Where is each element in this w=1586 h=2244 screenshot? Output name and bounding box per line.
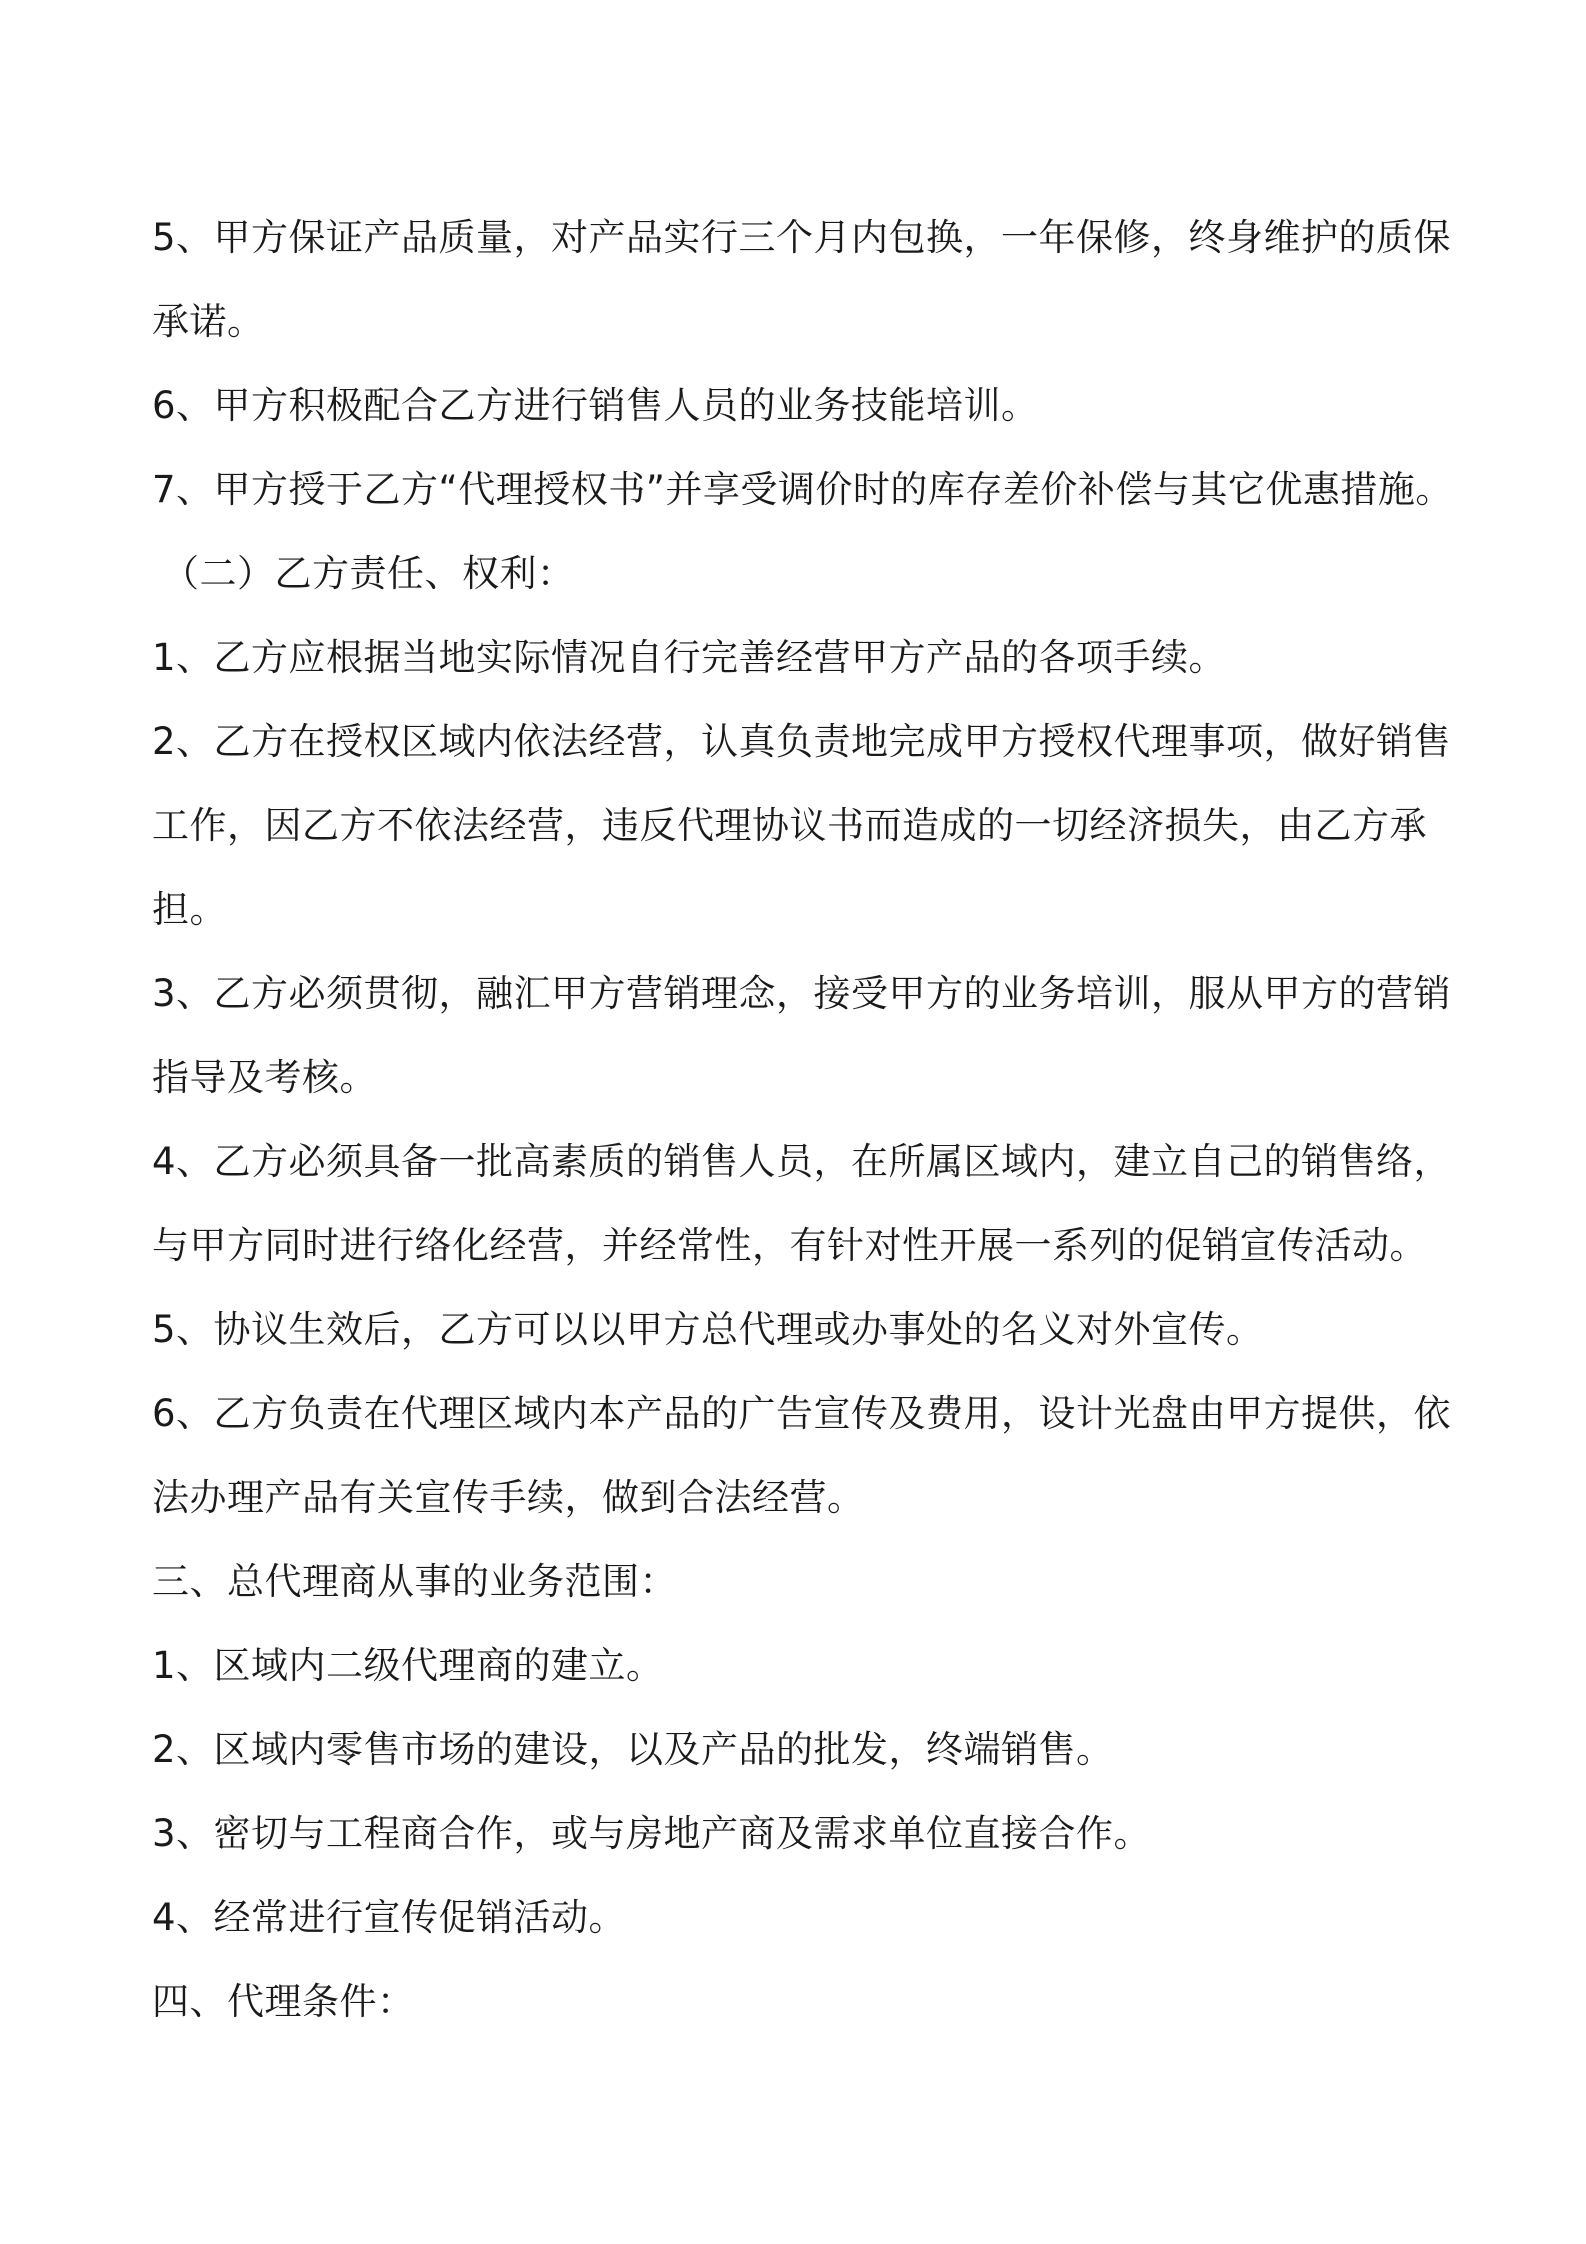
scope-item-4: 4、经常进行宣传促销活动。 [152,1896,627,1939]
party-b-clause-6-line-2: 法办理产品有关宣传手续，做到合法经营。 [152,1476,865,1519]
scope-item-2: 2、区域内零售市场的建设，以及产品的批发，终端销售。 [152,1728,1114,1771]
party-b-clause-2-line-1: 2、乙方在授权区域内依法经营，认真负责地完成甲方授权代理事项，做好销售 [152,720,1452,763]
party-b-clause-1: 1、乙方应根据当地实际情况自行完善经营甲方产品的各项手续。 [152,636,1227,679]
party-b-clause-4-line-1: 4、乙方必须具备一批高素质的销售人员，在所属区域内，建立自己的销售络， [152,1140,1452,1183]
clause-5-line-1: 5、甲方保证产品质量，对产品实行三个月内包换，一年保修，终身维护的质保 [152,216,1452,259]
party-b-clause-4-line-2: 与甲方同时进行络化经营，并经常性，有针对性开展一系列的促销宣传活动。 [152,1224,1427,1267]
party-b-clause-5: 5、协议生效后，乙方可以以甲方总代理或办事处的名义对外宣传。 [152,1308,1264,1351]
scope-item-3: 3、密切与工程商合作，或与房地产商及需求单位直接合作。 [152,1812,1152,1855]
section-heading-business-scope: 三、总代理商从事的业务范围： [152,1560,677,1603]
party-b-clause-3-line-2: 指导及考核。 [152,1056,377,1099]
scope-item-1: 1、区域内二级代理商的建立。 [152,1644,664,1687]
party-b-clause-6-line-1: 6、乙方负责在代理区域内本产品的广告宣传及费用，设计光盘由甲方提供，依 [152,1392,1452,1435]
clause-5-line-2: 承诺。 [152,300,265,343]
section-heading-party-b: （二）乙方责任、权利： [162,552,575,595]
clause-7: 7、甲方授于乙方“代理授权书”并享受调价时的库存差价补偿与其它优惠措施。 [152,468,1453,511]
section-heading-agency-conditions: 四、代理条件： [152,1980,415,2023]
party-b-clause-2-line-3: 担。 [152,888,227,931]
clause-6: 6、甲方积极配合乙方进行销售人员的业务技能培训。 [152,384,1039,427]
party-b-clause-2-line-2: 工作，因乙方不依法经营，违反代理协议书而造成的一切经济损失，由乙方承 [152,804,1427,847]
document-body [152,196,1453,2044]
party-b-clause-3-line-1: 3、乙方必须贯彻，融汇甲方营销理念，接受甲方的业务培训，服从甲方的营销 [152,972,1452,1015]
